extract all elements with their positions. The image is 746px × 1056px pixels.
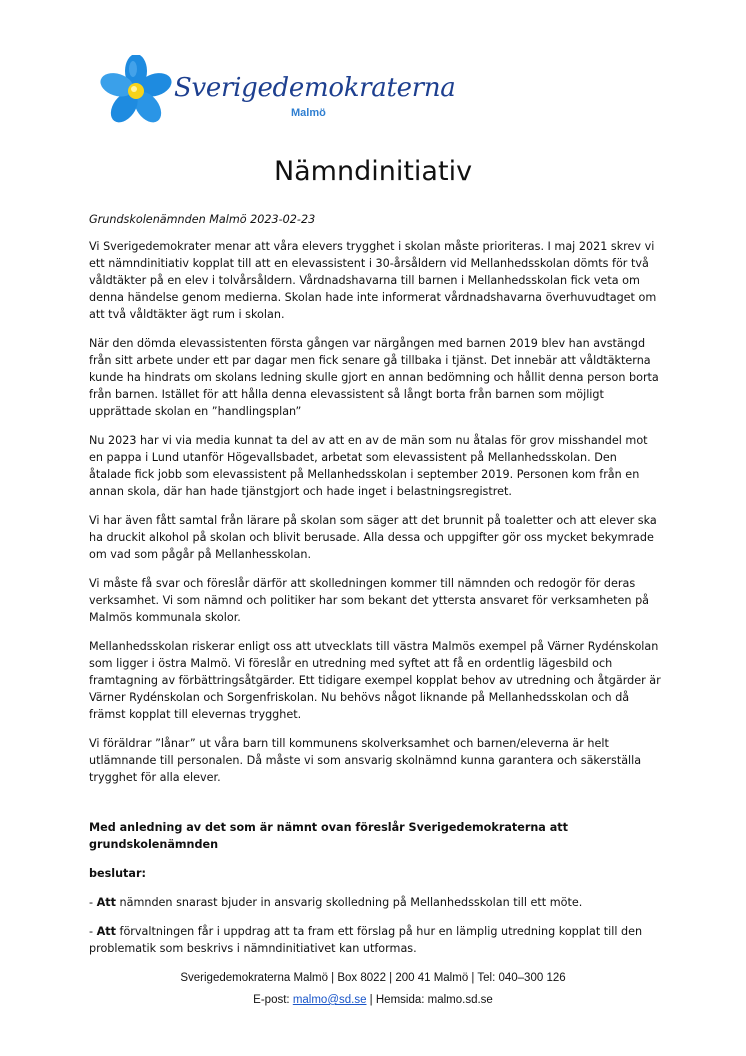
document-body: [89, 211, 661, 957]
bullet-keyword: Att: [96, 925, 116, 938]
proposal-item: [89, 923, 661, 957]
date-line: Grundskolenämnden Malmö 2023-02-23: [89, 213, 316, 226]
proposal-intro: Med anledning av det som är nämnt ovan föreslår Sverigedemokraterna att grundskolenämnden: [89, 821, 568, 851]
paragraph: Vi har även fått samtal från lärare på skolan som säger att det brunnit på toaletter och att elever ska ha druckit alkohol på skolan och blivit berusade. Alla dessa och uppgifter gör oss mycket bekymrade om vad som pågår på Mellanhesskolan.: [89, 514, 657, 561]
paragraph: Nu 2023 har vi via media kunnat ta del av att en av de män som nu åtalas för grov misshandel mot en pappa i Lund utanför Högevallsbadet, arbetat som elevassistent på Mellanhedsskolan. Den åtalade fick jobb som elevassistent på Mellanhedsskolan i september 2019. Personen kom från en annan skola, där han hade tjänstgjort och hade inget i belastningsregistret.: [89, 434, 648, 498]
page-title: Nämndinitiativ: [273, 156, 473, 188]
email-label: E-post:: [253, 994, 293, 1006]
paragraph: Vi föräldrar ”lånar” ut våra barn till kommunens skolverksamhet och barnen/eleverna är helt utlämnande till personalen. Då måste vi som ansvarig skolnämnd kunna garantera och säkerställa trygghet för alla elever.: [89, 737, 642, 784]
bullet-text: nämnden snarast bjuder in ansvarig skolledning på Mellanhedsskolan till ett möte.: [115, 896, 583, 909]
logo-wordmark: Sverigedemokraterna: [174, 73, 456, 103]
logo-subtitle: Malmö: [291, 107, 326, 119]
party-logo: [96, 55, 456, 125]
proposal-item: [89, 894, 661, 911]
paragraph: Vi måste få svar och föreslår därför att skolledningen kommer till nämnden och redogör för deras verksamhet. Vi som nämnd och politiker har som bekant det yttersta ansvaret för verksamheten på Malmös kommunala skolor.: [89, 577, 650, 624]
bullet-prefix: -: [89, 925, 97, 938]
spacer: [89, 798, 661, 819]
bullet-text: förvaltningen får i uppdrag att ta fram ett förslag på hur en lämplig utredning kopplat till den problematik som beskrivs i nämndinitiativet kan utformas.: [89, 925, 643, 955]
paragraph: Mellanhedsskolan riskerar enligt oss att utvecklats till västra Malmös exempel på Värner Rydénskolan som ligger i östra Malmö. Vi föreslår en utredning med syftet att få en ordentlig lägesbild och framtagning av förbättringsåtgärder. Ett tidigare exempel kopplat behov av utredning och åtgärder är Värner Rydénskolan och Sorgenfriskolan. Nu behövs något liknande på Mellanhedsskolan och då främst kopplat till elevernas trygghet.: [89, 640, 661, 721]
paragraph: Vi Sverigedemokrater menar att våra elevers trygghet i skolan måste prioriteras. I maj 2021 skrev vi ett nämndinitiativ kopplat till att en elevassistent i 30-årsåldern vid Mellanhedsskolan dömts för två våldtäkter på en elev i tolvårsåldern. Vårdnadshavarna till barnen i Mellanhedsskolan fick veta om denna händelse genom medierna. Skolan hade inte informerat vårdnadshavarna överhuvudtaget om att två våldtäkter ägt rum i skolan.: [89, 240, 657, 321]
page-footer: [0, 967, 746, 1011]
website-label: | Hemsida: malmo.sd.se: [366, 994, 493, 1006]
bullet-prefix: -: [89, 896, 97, 909]
email-link[interactable]: malmo@sd.se: [292, 994, 367, 1006]
footer-contact: [0, 989, 746, 1011]
footer-address: Sverigedemokraterna Malmö | Box 8022 | 200 41 Malmö | Tel: 040–300 126: [180, 972, 566, 984]
blue-flower-icon: [96, 55, 176, 125]
paragraph: När den dömda elevassistenten första gången var närgången med barnen 2019 blev han avstängd från sitt arbete under ett par dagar men fick senare gå tillbaka i tjänst. Det innebär att våldtäkterna kunde ha hindrats om skolans ledning skulle gjort en annan bedömning och hållit denna person borta från barnen. Istället för att hålla denna elevassistent så långt borta från barnen som möjligt upprättade skolan en ”handlingsplan”: [89, 337, 659, 418]
proposal-decides: beslutar:: [89, 867, 146, 880]
bullet-keyword: Att: [96, 896, 116, 909]
